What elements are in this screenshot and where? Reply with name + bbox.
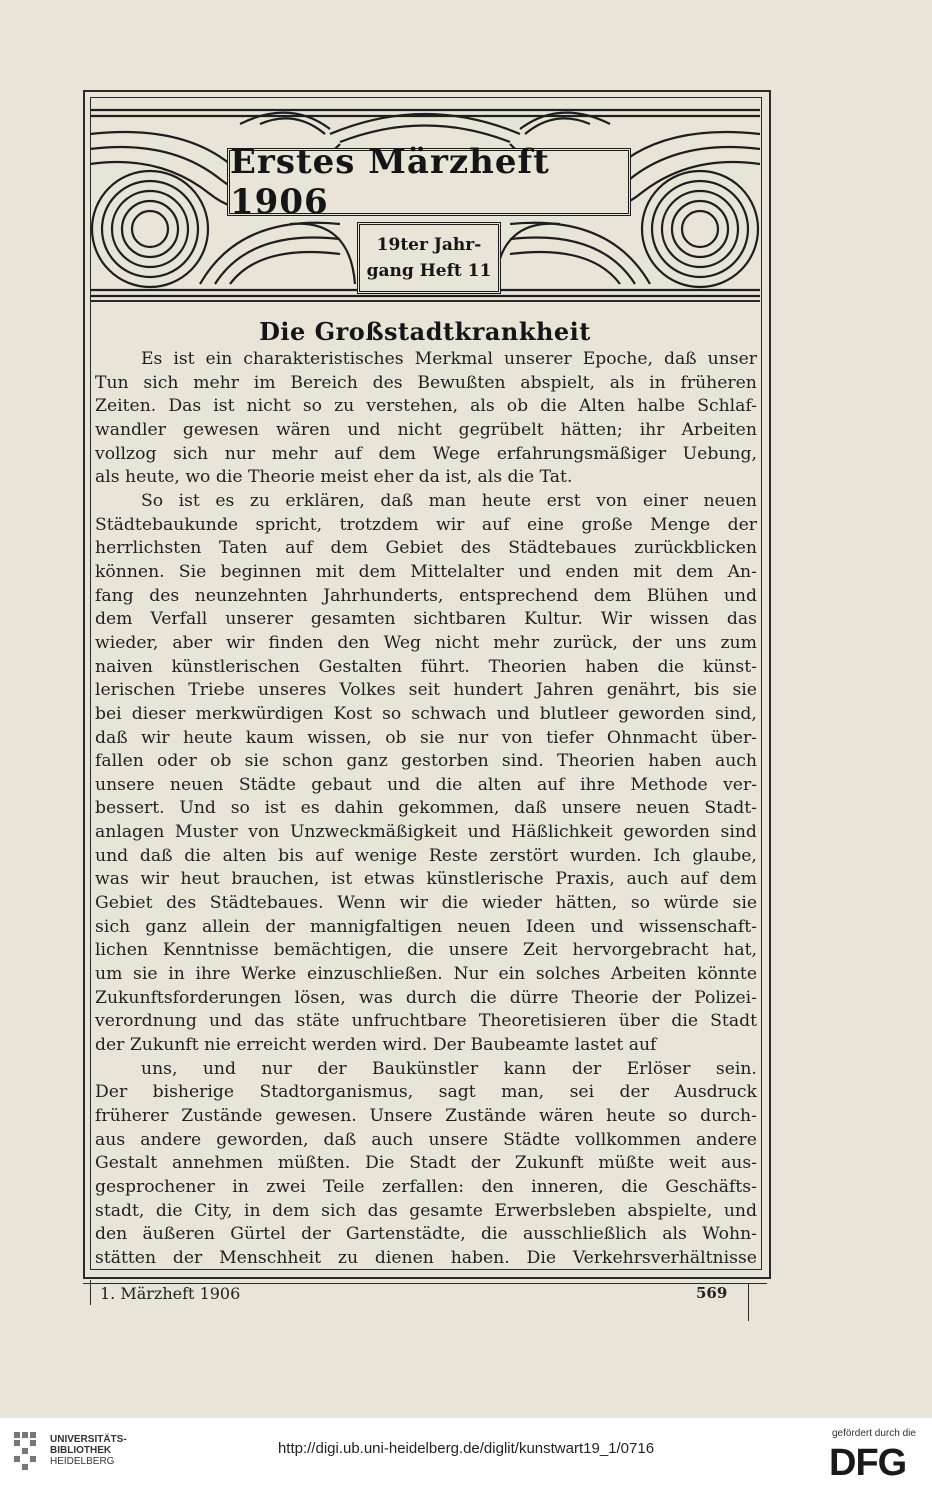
text-line: um sie in ihre Werke einzuschließen. Nur ein solches Arbeiten könnte [95, 964, 757, 985]
issue-title: Erstes Märzheft 1906 [227, 148, 631, 216]
footer-divider-left [90, 1280, 91, 1305]
source-url-link[interactable]: http://digi.ub.uni-heidelberg.de/diglit/kunstwart19_1/0716 [277, 1440, 655, 1457]
text-line: bei dieser merkwürdigen Kost so schwach und blutleer geworden sind, [95, 703, 757, 724]
text-line: anlagen Muster von Unzweckmäßigkeit und Häßlichkeit geworden sind [95, 822, 757, 843]
text-line: So ist es zu erklären, daß man heute erst von einer neuen [141, 490, 757, 511]
text-line: unsere neuen Städte gebaut und die alten auf ihre Methode ver- [95, 774, 757, 795]
text-line: Tun sich mehr im Bereich des Bewußten abspielt, als in früheren [95, 372, 757, 393]
text-line: und daß die alten bis auf wenige Reste zerstört wurden. Ich glaube, [95, 845, 757, 866]
text-line: früherer Zustände gewesen. Unsere Zustände wären heute so durch- [95, 1106, 757, 1126]
text-line: fang des neunzehnten Jahrhunderts, entsprechend dem Blühen und [95, 585, 757, 606]
text-line: uns, und nur der Baukünstler kann der Erlöser sein. [141, 1058, 757, 1079]
text-line: als heute, wo die Theorie meist eher da ist, als die Tat. [95, 467, 573, 488]
issue-line: gang Heft 11 [366, 261, 492, 281]
text-line: den äußeren Gürtel der Gartenstädte, die ausschließlich als Wohn- [95, 1224, 757, 1245]
text-line: stadt, die City, in dem sich das gesamte Erwerbsleben abspielte, und [95, 1200, 757, 1221]
volume-line: 19ter Jahr- [376, 235, 482, 255]
text-line: bessert. Und so ist es dahin gekommen, daß unsere neuen Stadt- [95, 798, 757, 819]
text-line: was wir heut brauchen, ist etwas künstlerische Praxis, auch auf dem [95, 869, 757, 890]
funding-note: gefördert durch die [832, 1428, 916, 1439]
text-line: lerischen Triebe unseres Volkes seit hundert Jahren genährt, bis sie [95, 680, 757, 701]
article-body [95, 348, 757, 1271]
institution-line-2: BIBLIOTHEK [50, 1445, 112, 1456]
text-line: fallen oder ob sie schon ganz gestorben sind. Theorien haben auch [95, 751, 757, 772]
footer-divider-right [748, 1283, 749, 1321]
text-line: Gestalt annehmen müßten. Die Stadt der Zukunft müßte weit aus- [95, 1153, 757, 1174]
text-line: lichen Kenntnisse bemächtigen, die unsere Zeit hervorgebracht hat, [95, 940, 757, 961]
text-line: gesprochener in zwei Teile zerfallen: den inneren, die Geschäfts- [95, 1176, 757, 1197]
text-line: stätten der Menschheit zu dienen haben. Die Verkehrsverhältnisse [95, 1247, 757, 1268]
text-line: Es ist ein charakteristisches Merkmal unserer Epoche, daß unser [141, 349, 757, 369]
text-line: vollzog sich nur mehr auf dem Wege erfahrungsmäßiger Uebung, [95, 443, 757, 464]
text-line: Zukunftsforderungen lösen, was durch die dürre Theorie der Polizei- [95, 987, 757, 1008]
text-line: Zeiten. Das ist nicht so zu verstehen, als ob die Alten halbe Schlaf- [95, 396, 757, 417]
dfg-logo: DFG [829, 1442, 907, 1484]
text-line: wieder, aber wir finden den Weg nicht mehr zurück, der uns zum [95, 632, 757, 653]
text-line: Gebiet des Städtebaues. Wenn wir die wieder hätten, so würde sie [95, 893, 757, 914]
text-line: Der bisherige Stadtorganismus, sagt man, sei der Ausdruck [95, 1082, 757, 1103]
text-line: der Zukunft nie erreicht werden wird. Der Baubeamte lastet auf [95, 1035, 657, 1056]
institution-line-1: UNIVERSITÄTS- [50, 1434, 127, 1445]
footer-date: 1. Märzheft 1906 [100, 1284, 241, 1303]
text-line: verordnung und das stäte unfruchtbare Theoretisieren über die Stadt [95, 1011, 757, 1032]
text-line: naiven künstlerischen Gestalten führt. Theorien haben die künst- [95, 656, 757, 677]
text-line: aus andere geworden, daß auch unsere Städte vollkommen andere [95, 1129, 757, 1150]
article-title: Die Großstadtkrankheit [259, 317, 591, 346]
text-line: dem Verfall unserer gesamten sichtbaren Kultur. Wir wissen das [95, 609, 757, 630]
text-line: Städtebaukunde spricht, trotzdem wir auf eine große Menge der [95, 514, 757, 535]
volume-issue-box [357, 222, 501, 294]
institution-line-3: HEIDELBERG [50, 1456, 115, 1467]
text-line: wandler gewesen wären und nicht gegrübelt hätten; ihr Arbeiten [95, 419, 757, 440]
text-line: daß wir heute kaum wissen, ob sie nur von tiefer Ohnmacht über- [95, 727, 757, 748]
page-number: 569 [696, 1284, 728, 1302]
text-line: können. Sie beginnen mit dem Mittelalter und enden mit dem An- [95, 561, 757, 582]
text-line: herrlichsten Taten auf dem Gebiet des Städtebaues zurückblicken [95, 538, 757, 559]
text-line: sich ganz allein der mannigfaltigen neuen Ideen und wissenschaft- [95, 916, 757, 937]
